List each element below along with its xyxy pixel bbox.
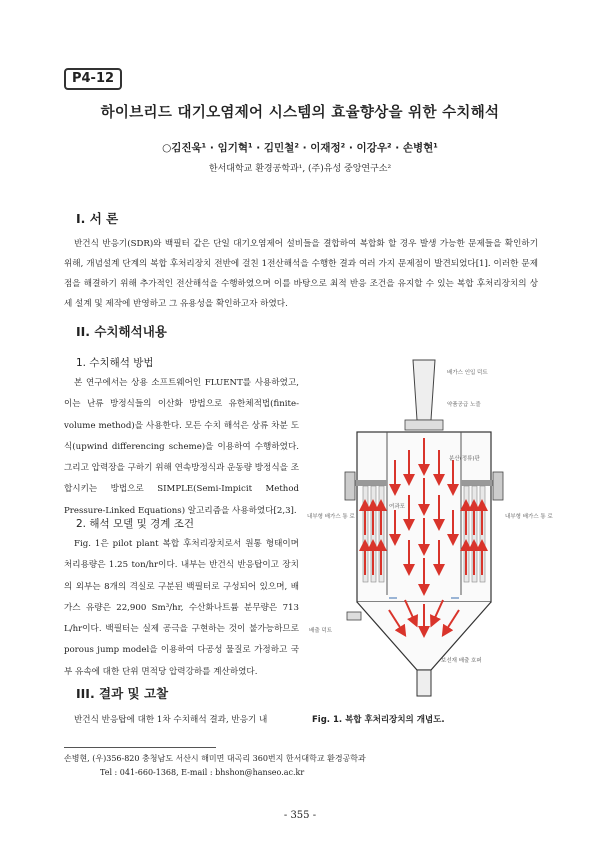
- inlet-duct: [413, 360, 435, 420]
- label-nozzle: 약품공급 노즐: [447, 402, 481, 408]
- method-heading: 1. 수치해석 방법: [76, 357, 154, 369]
- page-number: - 355 -: [283, 810, 317, 821]
- affiliation: 한서대학교 환경공학과¹, (주)유성 중앙연구소²: [208, 164, 392, 174]
- label-outlet: 배출 덕트: [309, 628, 333, 634]
- footnote-address: 손병현, (우)356-820 충청남도 서산시 해미면 대곡리 360번지 한서대학교 환경공학과: [64, 754, 366, 763]
- intro-heading: I. 서 론: [76, 211, 119, 226]
- footnote-contact: Tel : 041-660-1368, E-mail : bhshon@hanseo.ac.kr: [100, 768, 305, 777]
- label-outer-right: 내부형 배가스 통 로: [505, 514, 553, 520]
- label-dust-hopper: 보선재 배출 호퍼: [441, 658, 482, 664]
- paper-code-badge: P4-12: [64, 68, 122, 90]
- intro-paragraph: 반건식 반응기(SDR)와 백필터 같은 단일 대기오염제어 설비들을 결합하여 복합화 할 경우 발생 가능한 문제들을 확인하기 위해, 개념설계 단계의 복합 후처리장치 전반에 걸친 1전산해석을 수행한 결과 여러 가지 문제점이 발견되었다[1]. 이러한 문제점을 해결하기 위해 추가적인 전산해석을 수행하였으며 이를 바탕으로 최적 반응 조건을 유지할 수 있는 복합 후처리장치의 상세 설계 및 제작에 반영하고 그 유용성을 확인하고자 하였다.: [64, 239, 538, 309]
- paper-title: 하이브리드 대기오염제어 시스템의 효율향상을 위한 수치해석: [100, 105, 500, 121]
- label-filter: 여과포: [389, 504, 405, 510]
- aftertreatment-schematic: [305, 360, 553, 708]
- model-text: Fig. 1은 pilot plant 복합 후처리장치로서 원통 형태이며 처리용량은 1.25 ton/hr이다. 내부는 반건식 반응탑이고 장치의 외부는 8개의 격실로 구분된 백필터로 구성되어 있으며, 배가스 유량은 22,900 Sm³/hr, 수산화나트륨 분무량은 713 L/hr이다. 백필터는 실제 공극을 구현하는 것이 불가능하므로 porous jump model을 이용하여 다공성 물질로 가정하고 국부 유속에 대한 단위 면적당 압력강하를 계산하였다.: [64, 539, 299, 677]
- section3-heading: III. 결과 및 고찰: [76, 686, 169, 701]
- figure-1: [305, 360, 553, 708]
- label-outer-left: 내부형 배가스 통 로: [307, 514, 355, 520]
- figure-caption: Fig. 1. 복합 후처리장치의 개념도.: [312, 715, 445, 725]
- method-text: 본 연구에서는 상용 소프트웨어인 FLUENT를 사용하였고, 이는 난류 방정식들의 이산화 방법으로 유한체적법(finite-volume method)을 사용한다. 모든 수치 해석은 상류 차분 도식(upwind differencing scheme)을 이용하여 수행하였다. 그리고 압력장을 구하기 위해 연속방정식과 운동량 방정식을 조합시키는 방법으로 SIMPLE(Semi-Impicit Method Pressure-Linked Equations) 알고리즘을 사용하였다[2,3].: [64, 378, 299, 516]
- section2-heading: II. 수치해석내용: [76, 324, 167, 339]
- footnote-rule: [64, 747, 216, 748]
- label-gas-inlet: 배가스 인입 덕트: [447, 370, 488, 376]
- author-list: ○김진욱¹ · 임기혁¹ · 김민철² · 이재정² · 이강우² · 손병현¹: [162, 142, 438, 154]
- label-distributor: 분산(정류)판: [449, 456, 480, 462]
- model-heading: 2. 해석 모델 및 경계 조건: [76, 518, 194, 530]
- results-text: 반건식 반응탑에 대한 1차 수치해석 결과, 반응기 내: [74, 715, 268, 725]
